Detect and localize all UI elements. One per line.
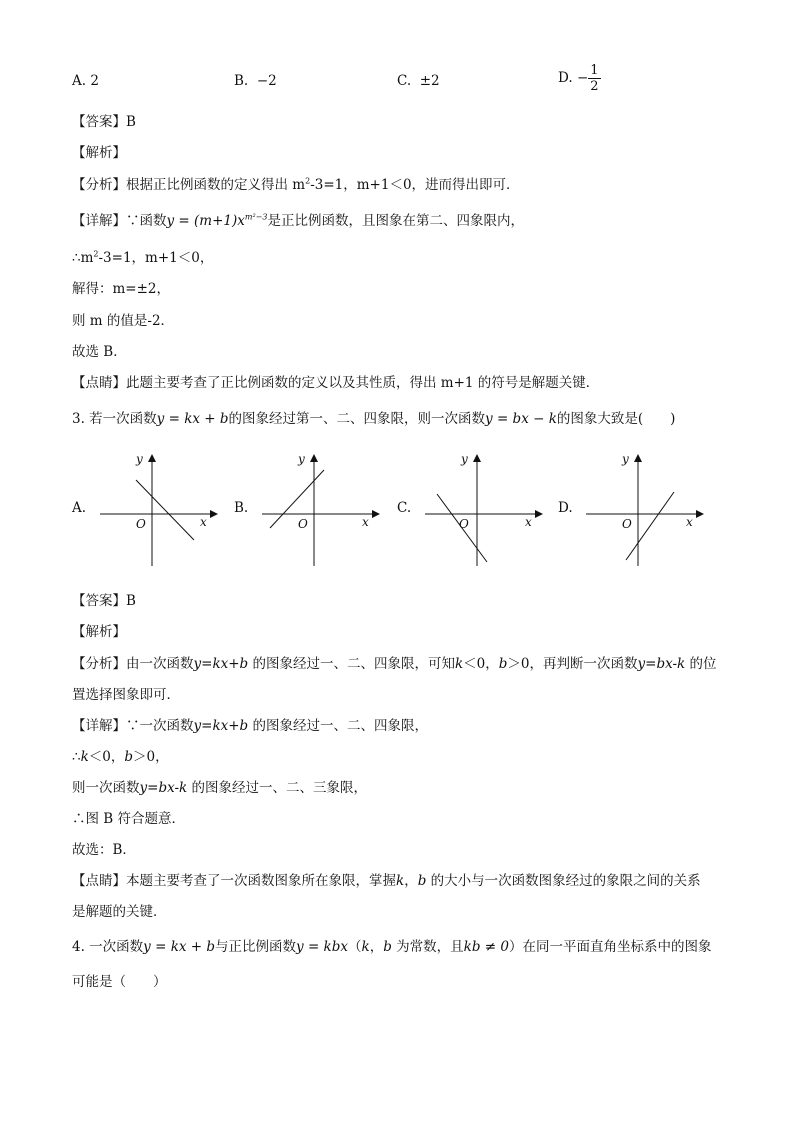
graph-c-origin: O bbox=[459, 517, 469, 531]
q2-step-4: 故选 B． bbox=[72, 344, 127, 360]
graph-a-y-arrow bbox=[148, 454, 156, 462]
q3-jiexi: 【解析】 bbox=[72, 624, 126, 640]
graph-d-x-arrow bbox=[696, 510, 704, 518]
q3-step-3: ∴图 B 符合题意． bbox=[72, 811, 186, 827]
graph-c-x-arrow bbox=[535, 510, 543, 518]
q2-step-2: 解得：m=±2， bbox=[72, 281, 171, 297]
graph-b-plot bbox=[256, 450, 386, 570]
option-b: B. −2 bbox=[234, 73, 277, 89]
q2-jiexi: 【解析】 bbox=[72, 145, 126, 161]
graph-b-x-arrow bbox=[372, 510, 380, 518]
graph-d-y-label: y bbox=[622, 452, 629, 466]
q3-step-1: ∴k＜0，b＞0， bbox=[72, 749, 169, 765]
q3-dianjing-line2: 是解题的关键． bbox=[72, 904, 167, 920]
graph-a-origin: O bbox=[136, 517, 146, 531]
graph-b-origin: O bbox=[298, 517, 308, 531]
q4-stem-line2: 可能是（ ） bbox=[72, 974, 167, 990]
option-c: C. ±2 bbox=[397, 73, 440, 89]
q2-xiangjie: 【详解】∵函数$y = (m+1)x^{m^2-3}$是正比例函数，且图象在第二、四象限内， bbox=[72, 212, 524, 229]
graph-d-x-label: x bbox=[686, 515, 693, 529]
q2-dianjing: 【点睛】此题主要考查了正比例函数的定义以及其性质，得出 m+1 的符号是解题关键． bbox=[72, 375, 600, 391]
graph-b-x-label: x bbox=[362, 515, 369, 529]
graph-b-y-label: y bbox=[298, 452, 305, 466]
graph-c-letter: C. bbox=[397, 500, 412, 516]
graph-c bbox=[397, 450, 547, 570]
q3-step-2: 则一次函数y=bx-k 的图象经过一、二、三象限， bbox=[72, 780, 367, 796]
graph-b bbox=[234, 450, 384, 570]
graph-a-plot bbox=[94, 450, 224, 570]
q2-step-3: 则 m 的值是-2． bbox=[72, 313, 175, 329]
graph-d-plot bbox=[580, 450, 710, 570]
graph-a-x-label: x bbox=[200, 515, 207, 529]
q3-fenxi-line1: 【分析】由一次函数y=kx+b 的图象经过一、二、四象限，可知k＜0，b＞0，再判断一次函数y=bx-k 的位 bbox=[72, 656, 717, 672]
graph-a-x-arrow bbox=[210, 510, 218, 518]
graph-a bbox=[72, 450, 222, 570]
q2-answer: 【答案】B bbox=[72, 114, 136, 130]
option-a: A. 2 bbox=[72, 73, 99, 89]
graph-d-origin: O bbox=[622, 517, 632, 531]
q3-dianjing-line1: 【点睛】本题主要考查了一次函数图象所在象限，掌握k，b 的大小与一次函数图象经过的象限之间的关系 bbox=[72, 873, 701, 889]
q4-stem-line1: 4. 一次函数y = kx + b与正比例函数y = kbx（k，b 为常数，且kb ≠ 0）在同一平面直角坐标系中的图象 bbox=[72, 939, 712, 955]
graph-b-letter: B. bbox=[234, 500, 249, 516]
graph-d-y-arrow bbox=[634, 454, 642, 462]
q3-xiangjie: 【详解】∵一次函数y=kx+b 的图象经过一、二、四象限， bbox=[72, 718, 428, 734]
q2-step-1: $\therefore m^2-3=1$，m+1＜0， bbox=[72, 249, 214, 266]
graph-c-plot bbox=[419, 450, 549, 570]
fraction-one-half: $\frac{1}{2}$ bbox=[590, 63, 599, 94]
option-d: D. − $\frac{1}{2}$ bbox=[558, 63, 599, 94]
graph-a-y-label: y bbox=[136, 452, 143, 466]
graph-c-x-label: x bbox=[525, 515, 532, 529]
graph-a-letter: A. bbox=[72, 500, 87, 516]
q3-stem: 3. 若一次函数y = kx + b的图象经过第一、二、四象限，则一次函数y = bx − k的图象大致是( ) bbox=[72, 411, 676, 427]
q2-fenxi: 【分析】根据正比例函数的定义得出 $m^2-3=1$，m+1＜0，进而得出即可． bbox=[72, 176, 520, 193]
graph-a-line bbox=[136, 480, 194, 540]
graph-d-line bbox=[626, 492, 674, 560]
graph-b-y-arrow bbox=[310, 454, 318, 462]
graph-b-line bbox=[270, 470, 324, 528]
graph-d-letter: D. bbox=[558, 500, 573, 516]
graph-c-y-label: y bbox=[461, 452, 468, 466]
q3-fenxi-line2: 置选择图象即可． bbox=[72, 687, 180, 703]
graph-d bbox=[558, 450, 708, 570]
q3-step-4: 故选：B． bbox=[72, 842, 136, 858]
q3-answer: 【答案】B bbox=[72, 593, 136, 609]
graph-c-y-arrow bbox=[473, 454, 481, 462]
